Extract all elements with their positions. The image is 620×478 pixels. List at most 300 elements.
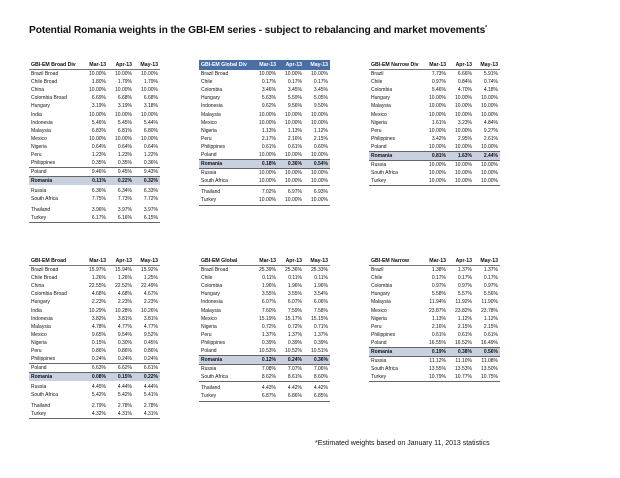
weight-value: 10.00% [259,197,276,204]
table-row [29,290,160,298]
table-row [199,86,330,94]
weight-value: 6.87% [261,393,276,400]
weight-value: 10.00% [455,178,472,185]
table-title: GBI-EM Broad [31,257,67,264]
weight-value: 0.11% [314,275,328,282]
weight-value: 16.55% [429,339,446,346]
column-header: Mar-13 [259,257,276,264]
table-row [369,357,500,365]
weight-value: 0.64% [91,143,106,150]
table-row-romania [29,373,160,381]
weight-value: 1.37% [483,267,498,274]
weight-value: 2.15% [483,323,498,330]
column-header: Apr-13 [115,257,132,264]
weight-value: 0.08% [91,374,106,381]
weight-value: 10.79% [429,374,446,381]
weight-value: 6.66% [457,71,472,78]
table-row [369,315,500,323]
country-name: Mexico [371,111,387,118]
weight-value: 0.64% [143,143,158,150]
weight-value: 4.42% [287,385,302,392]
weight-value: 0.32% [143,178,158,185]
table-row [29,391,160,399]
weight-value: 6.97% [287,189,302,196]
weight-value: 15.94% [115,267,132,274]
table-header [369,60,500,70]
weight-value: 15.19% [259,315,276,322]
country-name: Mexico [201,119,217,126]
table-row [199,143,330,151]
table-row [199,323,330,331]
country-name: China [31,283,45,290]
table-gbi-em-broad [29,256,160,419]
weight-value: 10.53% [259,347,276,354]
table-row [199,392,330,401]
weight-value: 10.00% [285,151,302,158]
table-row [29,274,160,282]
country-name: Turkey [31,214,47,221]
table-row [29,315,160,323]
weight-value: 0.97% [457,283,472,290]
country-name: Hungary [31,103,50,110]
weight-value: 1.13% [431,315,446,322]
weight-value: 1.23% [117,151,132,158]
weight-value: 10.00% [285,71,302,78]
weight-value: 4.77% [117,323,132,330]
weight-value: 0.56% [483,348,498,355]
weight-value: 10.00% [455,143,472,150]
weight-value: 10.00% [455,170,472,177]
table-title: GBI-EM Narrow Div [371,61,419,68]
weight-value: 9.43% [143,169,158,176]
column-header: Apr-13 [455,61,472,68]
country-name: Hungary [201,291,220,298]
country-name: Mexico [371,307,387,314]
country-name: Nigeria [371,315,387,322]
weight-value: 10.00% [481,103,498,110]
table-row [29,206,160,214]
table-row [29,151,160,159]
weight-value: 10.00% [455,162,472,169]
table-title: GBI-EM Global [201,257,238,264]
weight-value: 10.00% [429,103,446,110]
weight-value: 0.11% [262,275,276,282]
weight-value: 10.00% [259,119,276,126]
table-row [29,282,160,290]
weight-value: 1.37% [287,331,302,338]
weight-value: 0.11% [92,178,106,185]
weight-value: 0.36% [143,160,158,167]
weight-value: 3.23% [457,119,472,126]
weight-value: 5.42% [117,392,132,399]
table-row [199,266,330,274]
weight-value: 2.23% [91,299,106,306]
country-name: Colombia [201,87,223,94]
weight-value: 1.26% [91,275,106,282]
column-header: Mar-13 [89,257,106,264]
country-name: Hungary [371,95,390,102]
country-name: Peru [31,347,42,354]
table-row-romania [369,348,500,357]
weight-value: 10.00% [311,170,328,177]
country-name: Poland [31,365,47,372]
weight-value: 0.11% [288,275,302,282]
weight-value: 7.08% [261,366,276,373]
weight-value: 10.00% [259,170,276,177]
table-header [29,256,160,266]
table-header [199,256,330,266]
table-gbi-em-global-div [199,60,330,206]
country-name: Philippines [371,135,396,142]
table-title: GBI-EM Broad Div [31,61,76,68]
country-name: Thailand [201,189,221,196]
weight-value: 10.00% [115,71,132,78]
table-row [199,135,330,143]
table-row [199,274,330,282]
country-name: Chile [201,275,213,282]
weight-value: 0.97% [431,79,446,86]
weight-value: 1.96% [261,283,276,290]
table-row-romania [29,177,160,185]
weight-value: 4.68% [117,291,132,298]
table-row [29,214,160,223]
weight-value: 4.67% [143,291,158,298]
country-name: Malaysia [201,111,221,118]
table-row [369,274,500,282]
table-row [29,143,160,151]
weight-value: 25.39% [259,267,276,274]
weight-value: 11.94% [429,299,446,306]
column-header: Mar-13 [89,61,106,68]
weight-value: 5.42% [91,392,106,399]
country-name: Peru [201,331,212,338]
country-name: Poland [371,143,387,150]
country-name: Malaysia [371,299,391,306]
weight-value: 10.00% [429,111,446,118]
weight-value: 0.81% [431,152,446,159]
weight-value: 11.08% [481,358,498,365]
page-title: Potential Romania weights in the GBI-EM series - subject to rebalancing and market movements* [29,25,487,36]
weight-value: 6.61% [143,365,158,372]
table-row [29,168,160,177]
weight-value: 6.33% [143,188,158,195]
table-row [29,119,160,127]
table-row [29,187,160,195]
weight-value: 4.78% [91,323,106,330]
country-name: Malaysia [31,127,51,134]
weight-value: 0.61% [483,331,498,338]
weight-value: 10.00% [455,111,472,118]
table-row [369,78,500,86]
country-name: Romania [201,357,223,364]
weight-value: 3.81% [143,315,158,322]
table-row [199,102,330,110]
country-name: Philippines [201,339,226,346]
weight-value: 1.22% [143,151,158,158]
weight-value: 10.00% [429,143,446,150]
weight-value: 6.16% [117,214,132,221]
weight-value: 10.00% [115,111,132,118]
weight-value: 10.00% [481,170,498,177]
weight-value: 4.45% [91,384,106,391]
country-name: South Africa [371,170,398,177]
table-header [29,60,160,70]
weight-value: 1.23% [91,151,106,158]
table-row [369,298,500,306]
column-header: Mar-13 [259,61,276,68]
table-row [199,110,330,118]
country-name: Nigeria [371,119,387,126]
weight-value: 0.36% [313,357,328,364]
country-name: Russia [201,366,217,373]
table-row [369,127,500,135]
weight-value: 10.00% [481,95,498,102]
weight-value: 1.12% [313,127,328,134]
table-row [29,70,160,78]
weight-value: 0.24% [117,356,132,363]
table-row [199,169,330,177]
country-name: Malaysia [201,307,221,314]
weight-value: 10.00% [285,111,302,118]
weight-value: 0.61% [431,331,446,338]
weight-value: 10.00% [311,178,328,185]
weight-value: 15.92% [141,267,158,274]
weight-value: 10.00% [89,111,106,118]
column-header: May-13 [140,257,158,264]
weight-value: 11.92% [455,299,472,306]
weight-value: 5.59% [287,95,302,102]
weight-value: 1.26% [117,275,132,282]
country-name: Hungary [31,299,50,306]
table-row [199,306,330,314]
weight-value: 6.81% [117,127,132,134]
weight-value: 0.19% [431,348,446,355]
weight-value: 3.96% [91,206,106,213]
table-row [369,177,500,186]
weight-value: 10.00% [481,143,498,150]
table-row [369,339,500,348]
weight-value: 7.58% [313,307,328,314]
weight-value: 0.24% [143,356,158,363]
weight-value: 6.34% [117,188,132,195]
weight-value: 5.41% [143,392,158,399]
table-row [369,290,500,298]
country-name: Thailand [201,385,221,392]
weight-value: 10.29% [89,307,106,314]
table-row [369,110,500,118]
column-header: Apr-13 [285,61,302,68]
table-row [369,306,500,314]
weight-value: 0.60% [313,143,328,150]
country-name: Brazil Broad [31,267,59,274]
table-row [369,119,500,127]
table-row-romania [369,152,500,161]
weight-value: 0.45% [143,339,158,346]
table-header [369,256,500,266]
weight-value: 10.00% [311,119,328,126]
table-row [199,365,330,373]
weight-value: 10.00% [285,170,302,177]
table-row [199,298,330,306]
weight-value: 2.17% [261,135,276,142]
weight-value: 9.54% [117,331,132,338]
table-row [29,364,160,373]
country-name: Hungary [201,95,220,102]
table-row [29,410,160,419]
weight-value: 10.00% [89,87,106,94]
weight-value: 0.84% [457,79,472,86]
table-row [199,196,330,205]
weight-value: 9.56% [287,103,302,110]
weight-value: 5.44% [143,119,158,126]
weight-value: 10.00% [429,170,446,177]
weight-value: 0.71% [313,323,328,330]
weight-value: 11.12% [429,358,446,365]
country-name: Mexico [31,331,47,338]
weight-value: 0.86% [91,347,106,354]
weight-value: 1.61% [431,119,446,126]
weight-value: 1.37% [261,331,276,338]
weight-value: 6.62% [117,365,132,372]
weight-value: 0.17% [261,79,276,86]
table-gbi-em-narrow-div [369,60,500,186]
weight-value: 25.36% [285,267,302,274]
table-row [29,298,160,306]
weight-value: 10.00% [285,178,302,185]
weight-value: 10.28% [115,307,132,314]
weight-value: 10.00% [141,87,158,94]
weight-value: 9.46% [91,169,106,176]
weight-value: 1.79% [143,79,158,86]
weight-value: 3.19% [117,103,132,110]
weight-value: 7.72% [143,196,158,203]
weight-value: 6.68% [143,95,158,102]
country-name: Poland [371,339,387,346]
country-name: Indonesia [31,315,53,322]
weight-value: 9.45% [117,169,132,176]
table-row [199,331,330,339]
table-row [29,78,160,86]
weight-value: 9.27% [483,127,498,134]
country-name: Romania [31,374,53,381]
weight-value: 10.00% [141,111,158,118]
weight-value: 0.38% [457,348,472,355]
weight-value: 10.00% [311,197,328,204]
weight-value: 0.15% [91,339,106,346]
table-row [199,282,330,290]
country-name: Mexico [31,135,47,142]
table-row [369,282,500,290]
weight-value: 3.81% [117,315,132,322]
weight-value: 11.10% [455,358,472,365]
country-name: Brazil Broad [31,71,59,78]
weight-value: 10.00% [259,178,276,185]
weight-value: 6.17% [91,214,106,221]
weight-value: 2.78% [117,402,132,409]
table-row [29,323,160,331]
weight-value: 3.97% [143,206,158,213]
table-row [369,266,500,274]
country-name: South Africa [201,374,228,381]
weight-value: 22.49% [141,283,158,290]
weight-value: 0.86% [143,347,158,354]
weight-value: 4.31% [143,410,158,417]
weight-value: 10.00% [429,162,446,169]
weight-value: 1.63% [457,152,472,159]
country-name: South Africa [31,196,58,203]
table-row [29,339,160,347]
country-name: Malaysia [31,323,51,330]
country-name: Russia [201,170,217,177]
weight-value: 6.83% [91,127,106,134]
weight-value: 5.91% [483,71,498,78]
weight-value: 4.32% [91,410,106,417]
weight-value: 0.15% [117,374,132,381]
country-name: Peru [31,151,42,158]
weight-value: 16.49% [481,339,498,346]
country-name: Indonesia [201,103,223,110]
weight-value: 0.86% [117,347,132,354]
country-name: Indonesia [201,299,223,306]
table-row [29,110,160,118]
column-header: Apr-13 [285,257,302,264]
country-name: Nigeria [201,323,217,330]
country-name: Turkey [371,178,387,185]
country-name: Colombia Broad [31,291,67,298]
country-name: Turkey [371,374,387,381]
table-row [369,94,500,102]
table-row [369,161,500,169]
column-header: May-13 [480,61,498,68]
weight-value: 7.59% [287,307,302,314]
weight-value: 10.00% [89,135,106,142]
weight-value: 0.72% [261,323,276,330]
table-row [29,383,160,391]
country-name: Philippines [31,160,56,167]
weight-value: 0.39% [313,339,328,346]
weight-value: 10.00% [115,135,132,142]
weight-value: 0.17% [431,275,446,282]
weight-value: 1.96% [313,283,328,290]
weight-value: 5.58% [431,291,446,298]
country-name: Russia [371,162,387,169]
weight-value: 3.45% [313,87,328,94]
weight-value: 3.97% [117,206,132,213]
country-name: Poland [31,169,47,176]
column-header: Apr-13 [115,61,132,68]
weight-value: 3.55% [261,291,276,298]
weight-value: 0.22% [143,374,158,381]
table-row [199,94,330,102]
weight-value: 10.26% [141,307,158,314]
country-name: Mexico [201,315,217,322]
weight-value: 4.84% [483,119,498,126]
table-row [29,306,160,314]
column-header: May-13 [480,257,498,264]
table-row [199,384,330,392]
weight-value: 6.15% [143,214,158,221]
table-row [29,135,160,143]
weight-value: 6.69% [91,95,106,102]
weight-value: 7.60% [261,307,276,314]
weight-value: 5.46% [431,87,446,94]
weight-value: 0.22% [117,178,132,185]
column-header: Apr-13 [455,257,472,264]
weight-value: 7.73% [431,71,446,78]
table-row-romania [199,160,330,169]
weight-value: 0.35% [91,160,106,167]
weight-value: 5.57% [457,291,472,298]
